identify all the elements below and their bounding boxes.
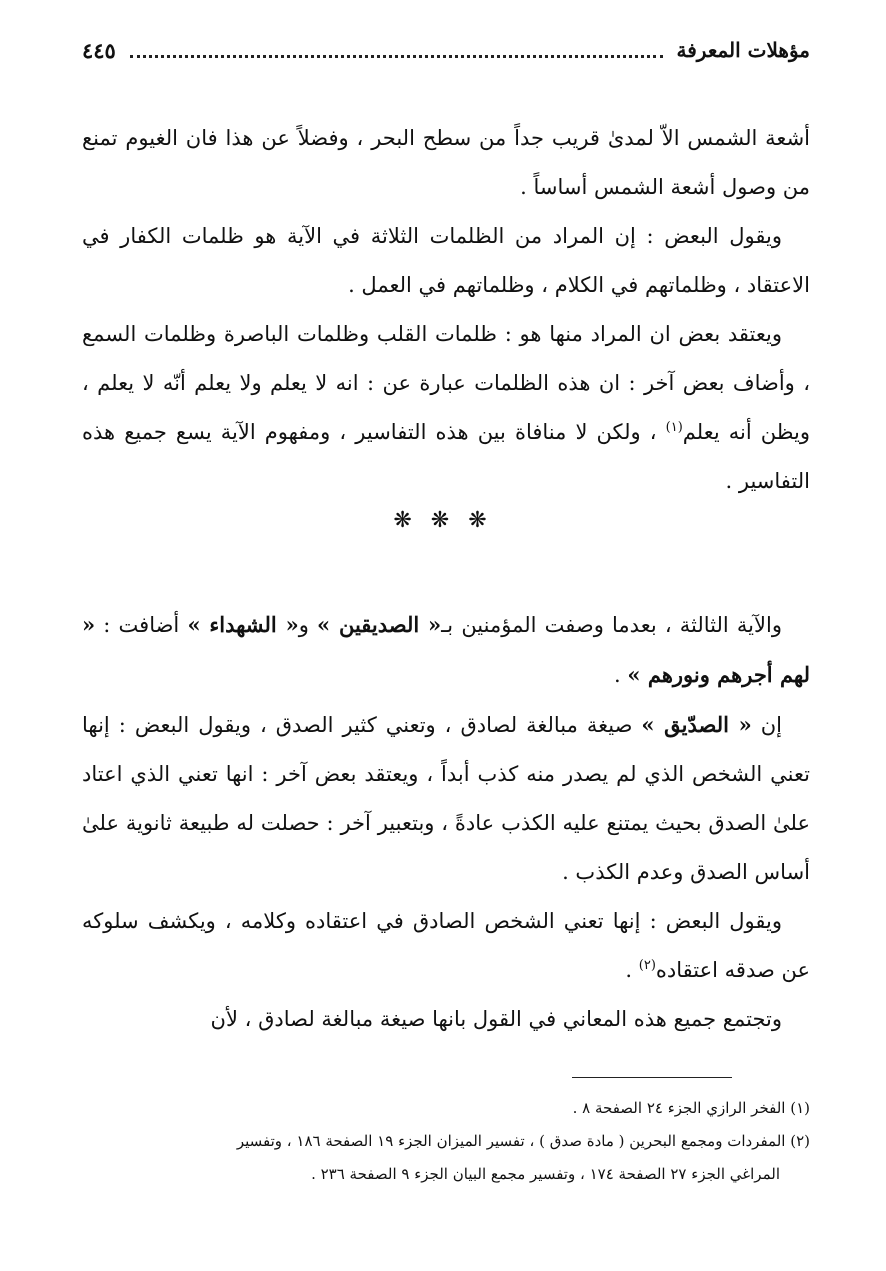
paragraph-text: أضافت : (95, 613, 188, 637)
paragraph (82, 310, 810, 506)
footnote-rule (572, 1077, 732, 1078)
footnotes (82, 1092, 810, 1191)
paragraph-text: ويقول البعض : إنها تعني الشخص الصادق في اعتقاده وكلامه ، ويكشف سلوكه عن صدقه اعتقاده (82, 909, 810, 982)
paragraph (82, 897, 810, 995)
paragraph (82, 600, 810, 700)
paragraph-text: ، ولكن لا منافاة بين هذه التفاسير ، ومفهوم الآية يسع جميع هذه التفاسير . (82, 420, 810, 493)
paragraph-text: . (614, 663, 628, 687)
paragraph-text: صيغة مبالغة لصادق ، وتعني كثير الصدق ، ويقول البعض : إنها تعني الشخص الذي لم يصدر منه كذب أبداً ، ويعتقد بعض آخر : انها تعني الذي اعتاد علىٰ الصدق بحيث يمتنع عليه الكذب عادةً ، وبتعبير آخر : حصلت له طبيعة ثانوية علىٰ أساس الصدق وعدم الكذب . (82, 713, 810, 884)
quoted-verse: « لهم أجرهم ونورهم » (82, 612, 810, 687)
dotted-leader (130, 55, 663, 58)
paragraph-text: و (298, 613, 318, 637)
page-number: ٤٤٥ (82, 37, 116, 63)
running-header (82, 30, 810, 70)
paragraph-text: ويعتقد بعض ان المراد منها هو : ظلمات القلب وظلمات الباصرة وظلمات السمع ، وأضاف بعض آخر : ان هذه الظلمات عبارة عن : انه لا يعلم ولا يعلم أنّه لا يعلم ، ويظن أنه يعلم (82, 322, 811, 444)
section-separator: ❋ ❋ ❋ (393, 508, 493, 533)
paragraph: أشعة الشمس الاّ لمدىٰ قريب جداً من سطح البحر ، وفضلاً عن هذا فان الغيوم تمنع من وصول أشعة الشمس أساساً . (82, 126, 810, 199)
footnote-1: (١) الفخر الرازي الجزء ٢٤ الصفحة ٨ . (572, 1099, 810, 1117)
footnote-ref: (١) (665, 420, 683, 435)
quoted-term: « الصديقين » (317, 612, 442, 637)
paragraph-text: إن (751, 713, 782, 737)
paragraph: ويقول البعض : إن المراد من الظلمات الثلاثة في الآية هو ظلمات الكفار في الاعتقاد ، وظلماتهم في الكلام ، وظلماتهم في العمل . (82, 224, 810, 297)
footnote-ref: (٢) (638, 958, 656, 973)
paragraph: وتجتمع جميع هذه المعاني في القول بانها صيغة مبالغة لصادق ، لأن (210, 1007, 782, 1031)
text-block-1 (82, 114, 810, 506)
paragraph-text: . (625, 958, 639, 982)
footnote-2-continued: المراغي الجزء ٢٧ الصفحة ١٧٤ ، وتفسير مجمع البيان الجزء ٩ الصفحة ٢٣٦ . (311, 1165, 780, 1183)
footnote-2: (٢) المفردات ومجمع البحرين ( مادة صدق ) ، تفسير الميزان الجزء ١٩ الصفحة ١٨٦ ، وتفسير (236, 1132, 810, 1150)
paragraph-text: والآية الثالثة ، بعدما وصفت المؤمنين بـ (441, 613, 782, 637)
paragraph (82, 700, 810, 897)
quoted-term: « الشهداء » (187, 612, 299, 637)
quoted-term: « الصدّيق » (641, 712, 752, 737)
text-block-2 (82, 600, 810, 1044)
chapter-title: مؤهلات المعرفة (676, 38, 810, 62)
